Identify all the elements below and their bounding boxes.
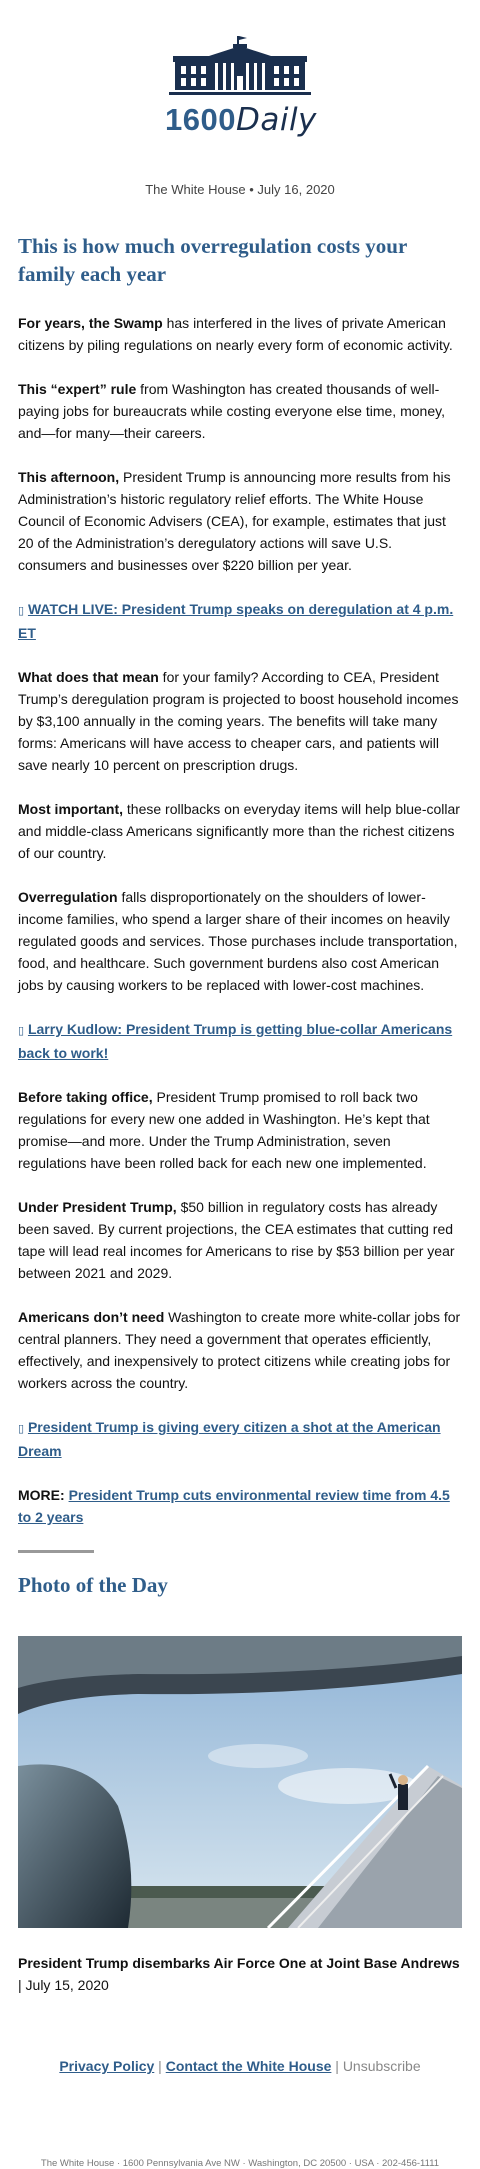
- environmental-review-link[interactable]: President Trump cuts environmental review time from 4.5 to 2 years: [18, 1487, 450, 1525]
- paragraph: [18, 1196, 462, 1284]
- brand-wordmark: [165, 102, 315, 138]
- paragraph: [18, 666, 462, 776]
- photo-heading: Photo of the Day: [18, 1573, 168, 1597]
- paragraph-lead: Before taking office,: [18, 1089, 153, 1105]
- missing-glyph-icon: ▯: [18, 1024, 25, 1037]
- paragraph-lead: Under President Trump,: [18, 1199, 177, 1215]
- brand-word: Daily: [235, 102, 317, 138]
- paragraph-lead: Americans don’t need: [18, 1309, 165, 1325]
- paragraph: [18, 378, 462, 444]
- paragraph-lead: For years, the Swamp: [18, 315, 163, 331]
- kudlow-link[interactable]: Larry Kudlow: President Trump is getting blue-collar Americans back to work!: [18, 1021, 453, 1061]
- paragraph-lead: What does that mean: [18, 669, 159, 685]
- paragraph: [18, 1086, 462, 1174]
- dateline: The White House • July 16, 2020: [145, 182, 335, 197]
- caption-date: | July 15, 2020: [18, 1977, 109, 1993]
- article: [0, 232, 480, 1996]
- missing-glyph-icon: ▯: [18, 1422, 25, 1435]
- contact-link[interactable]: Contact the White House: [165, 2058, 332, 2074]
- link-paragraph: [18, 1416, 462, 1462]
- paragraph-text: falls disproportionately on the shoulders of lower-income families, who spend a larger share of their incomes on heavily regulated goods and services. Those purchases include transportation, food, and healthcare. Such government burdens also cost American jobs by causing workers to be replaced with lower-cost machines.: [18, 889, 458, 993]
- caption-title: President Trump disembarks Air Force One at Joint Base Andrews: [18, 1955, 460, 1971]
- more-label: MORE:: [18, 1487, 69, 1503]
- paragraph-text: for your family? According to CEA, President Trump’s deregulation program is projected to boost household incomes by $3,100 annually in the coming years. The benefits will take many forms: Americans will have access to cheaper cars, and patients will save nearly 10 percent on prescription drugs.: [18, 669, 459, 773]
- logo: [165, 0, 315, 138]
- paragraph-lead: This afternoon,: [18, 469, 120, 485]
- brand-number: 1600: [165, 102, 236, 137]
- paragraph-lead: Most important,: [18, 801, 123, 817]
- paragraph-text: has interfered in the lives of private American citizens by piling regulations on nearly every form of economic activity.: [18, 315, 453, 353]
- american-dream-link[interactable]: President Trump is giving every citizen a shot at the American Dream: [18, 1419, 441, 1459]
- paragraph: [18, 1306, 462, 1394]
- privacy-policy-link[interactable]: Privacy Policy: [59, 2058, 155, 2074]
- paragraph: [18, 466, 462, 576]
- paragraph: [18, 798, 462, 864]
- footer-separator: |: [331, 2058, 343, 2074]
- footer-address: The White House · 1600 Pennsylvania Ave NW · Washington, DC 20500 · USA · 202-456-1111: [40, 2158, 440, 2169]
- paragraph-lead: This “expert” rule: [18, 381, 137, 397]
- footer-links: [0, 2058, 480, 2074]
- link-paragraph: [18, 598, 462, 644]
- footer-separator: |: [154, 2058, 166, 2074]
- paragraph-lead: Overregulation: [18, 889, 118, 905]
- paragraph-text: from Washington has created thousands of well-paying jobs for bureaucrats while costing everyone else time, money, and—for many—their careers.: [18, 381, 445, 441]
- paragraph-text: $50 billion in regulatory costs has already been saved. By current projections, the CEA estimates that cutting red tape will lead real incomes for Americans to rise by $53 billion per year between 2021 and 2029.: [18, 1199, 455, 1281]
- photo-caption: [18, 1952, 462, 1996]
- paragraph: [18, 312, 462, 356]
- section-divider: [18, 1550, 94, 1553]
- paragraph-text: these rollbacks on everyday items will help blue-collar and middle-class Americans significantly more than the richest citizens of our country.: [18, 801, 460, 861]
- white-house-icon: [169, 36, 311, 98]
- link-paragraph: [18, 1018, 462, 1064]
- unsubscribe-link[interactable]: Unsubscribe: [342, 2058, 421, 2074]
- paragraph-text: President Trump is announcing more results from his Administration’s historic regulatory relief efforts. The White House Council of Economic Advisers (CEA), for example, estimates that just 20 of the Administration’s deregulatory actions will save U.S. consumers and businesses over $220 billion per year.: [18, 469, 451, 573]
- paragraph-text: Washington to create more white-collar jobs for central planners. They need a government that operates efficiently, effectively, and inexpensively to protect citizens while creating jobs for workers across the country.: [18, 1309, 461, 1391]
- paragraph: [18, 886, 462, 996]
- photo-of-the-day: [18, 1636, 462, 1928]
- paragraph-text: President Trump promised to roll back two regulations for every new one added in Washington. He’s kept that promise—and more. Under the Trump Administration, seven regulations have been rolled back for each new one implemented.: [18, 1089, 430, 1171]
- article-title: This is how much overregulation costs your family each year: [18, 234, 407, 286]
- watch-live-link[interactable]: WATCH LIVE: President Trump speaks on deregulation at 4 p.m. ET: [18, 601, 454, 641]
- photo-image: [18, 1636, 462, 1928]
- missing-glyph-icon: ▯: [18, 604, 25, 617]
- more-paragraph: [18, 1484, 462, 1528]
